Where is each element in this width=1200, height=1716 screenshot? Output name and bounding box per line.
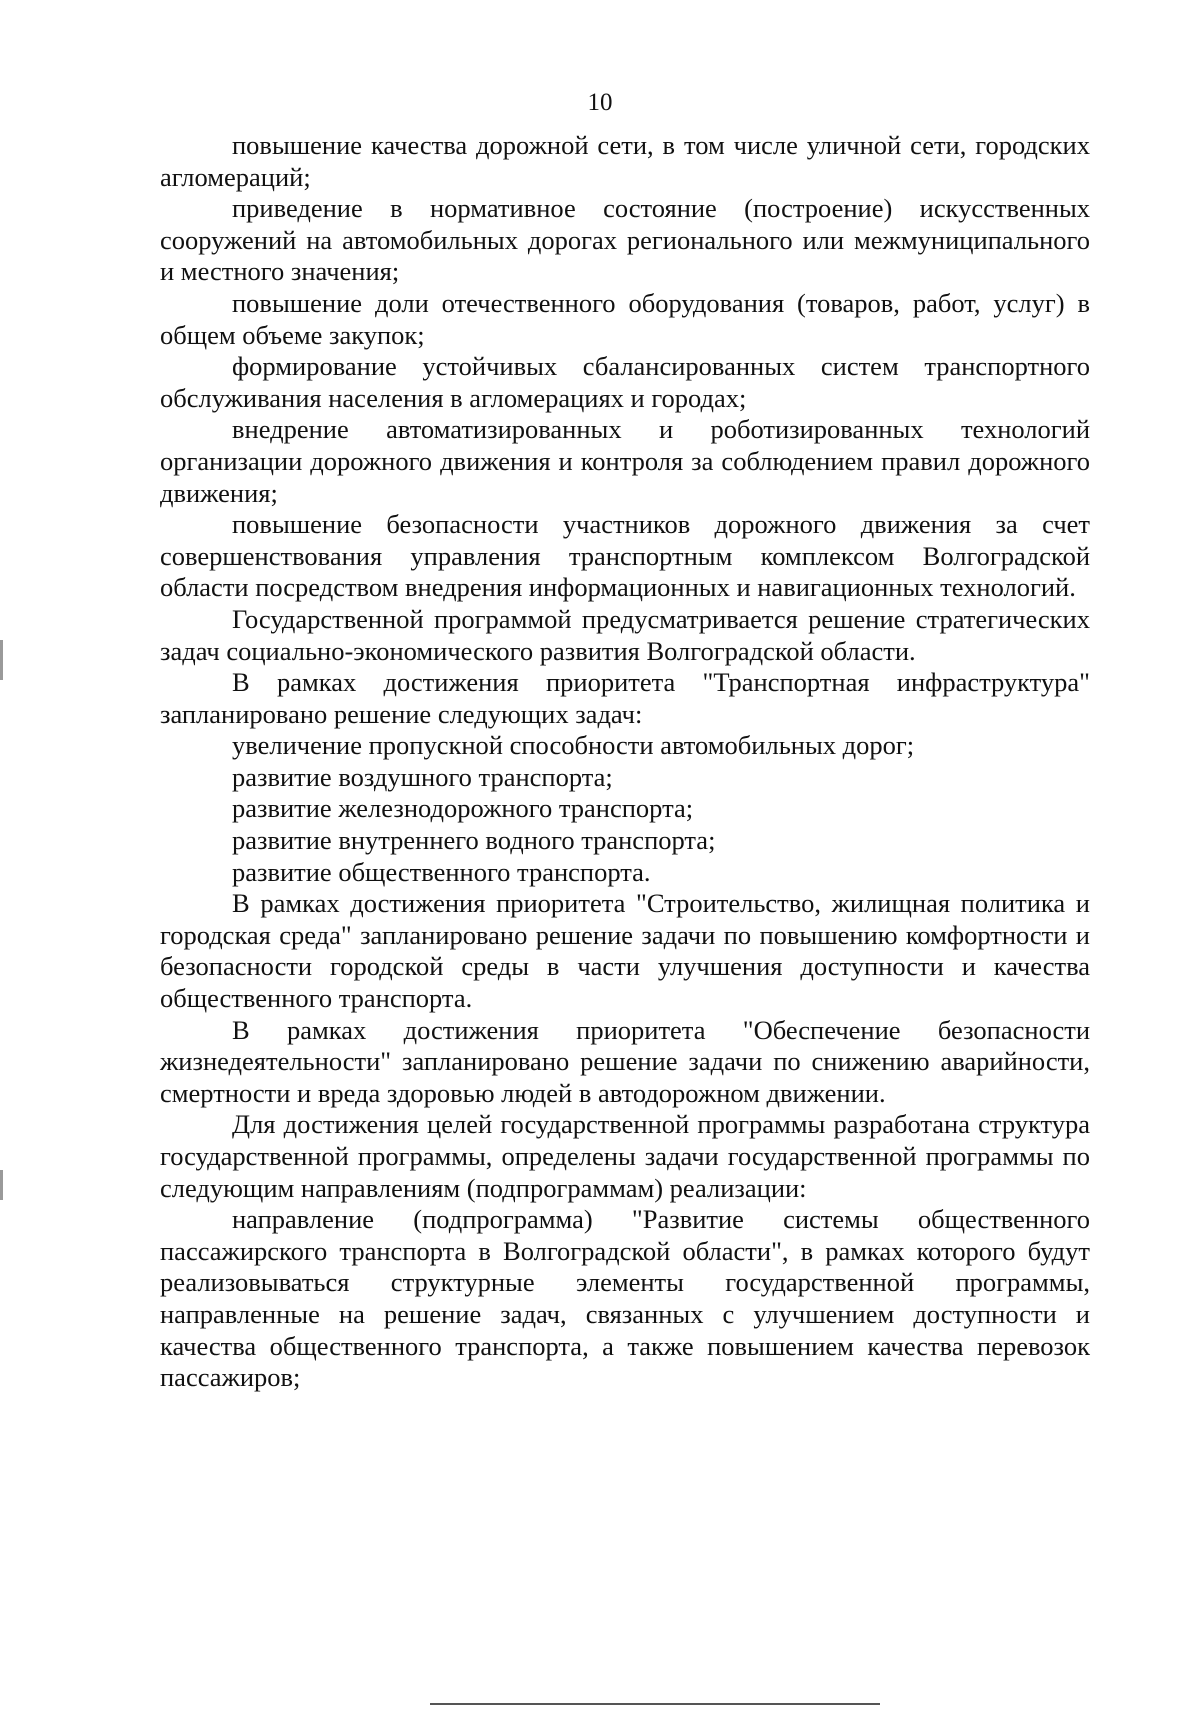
scan-edge-mark bbox=[0, 1170, 3, 1200]
paragraph-transport-service-systems: формирование устойчивых сбалансированных систем транспортного обслуживания населения в агломерациях и городах; bbox=[160, 351, 1090, 413]
scan-edge-mark bbox=[0, 640, 3, 680]
paragraph-automated-technologies: внедрение автоматизированных и роботизированных технологий организации дорожного движения и контроля за соблюдением правил дорожного движения; bbox=[160, 414, 1090, 508]
paragraph-artificial-structures: приведение в нормативное состояние (построение) искусственных сооружений на автомобильных дорогах регионального или межмуниципального и местного значения; bbox=[160, 193, 1090, 287]
paragraph-domestic-equipment-share: повышение доли отечественного оборудования (товаров, работ, услуг) в общем объеме закупок; bbox=[160, 287, 1090, 350]
paragraph-life-safety-priority: В рамках достижения приоритета "Обеспечение безопасности жизнедеятельности" запланировано решение задачи по снижению аварийности, смертности и вреда здоровью людей в автодорожном движении. bbox=[160, 1014, 1090, 1108]
paragraph-urban-environment-priority: В рамках достижения приоритета "Строительство, жилищная политика и городская среда" запланировано решение задачи по повышению комфортности и безопасности городской среды в части улучшения доступности и качества общественного транспорта. bbox=[160, 888, 1090, 1014]
bottom-rule bbox=[430, 1703, 880, 1705]
list-item-rail-transport: развитие железнодорожного транспорта; bbox=[232, 793, 694, 824]
list-item-road-capacity: увеличение пропускной способности автомобильных дорог; bbox=[232, 730, 915, 761]
paragraph-public-transport-subprogram: направление (подпрограмма) "Развитие системы общественного пассажирского транспорта в Волгоградской области", в рамках которого будут реализовываться структурные элементы государственной программы, направленные на решение задач, связанных с улучшением доступности и качества общественного транспорта, а также повышением качества перевозок пассажиров; bbox=[160, 1204, 1090, 1393]
paragraph-road-network-quality: повышение качества дорожной сети, в том числе уличной сети, городских агломераций; bbox=[160, 130, 1090, 192]
list-item-water-transport: развитие внутреннего водного транспорта; bbox=[232, 825, 716, 856]
document-body bbox=[160, 130, 1090, 1394]
paragraph-traffic-safety: повышение безопасности участников дорожного движения за счет совершенствования управления транспортным комплексом Волгоградской области посредством внедрения информационных и навигационных технологий. bbox=[160, 509, 1090, 603]
paragraph-program-structure: Для достижения целей государственной программы разработана структура государственной программы, определены задачи государственной программы по следующим направлениям (подпрограммам) реализации: bbox=[160, 1109, 1090, 1203]
page-number: 10 bbox=[587, 89, 613, 116]
paragraph-transport-infrastructure-priority: В рамках достижения приоритета "Транспортная инфраструктура" запланировано решение следующих задач: bbox=[160, 667, 1090, 729]
paragraph-strategic-tasks: Государственной программой предусматривается решение стратегических задач социально-экономического развития Волгоградской области. bbox=[160, 603, 1090, 666]
list-item-public-transport: развитие общественного транспорта. bbox=[232, 856, 651, 887]
list-item-air-transport: развитие воздушного транспорта; bbox=[232, 761, 613, 792]
